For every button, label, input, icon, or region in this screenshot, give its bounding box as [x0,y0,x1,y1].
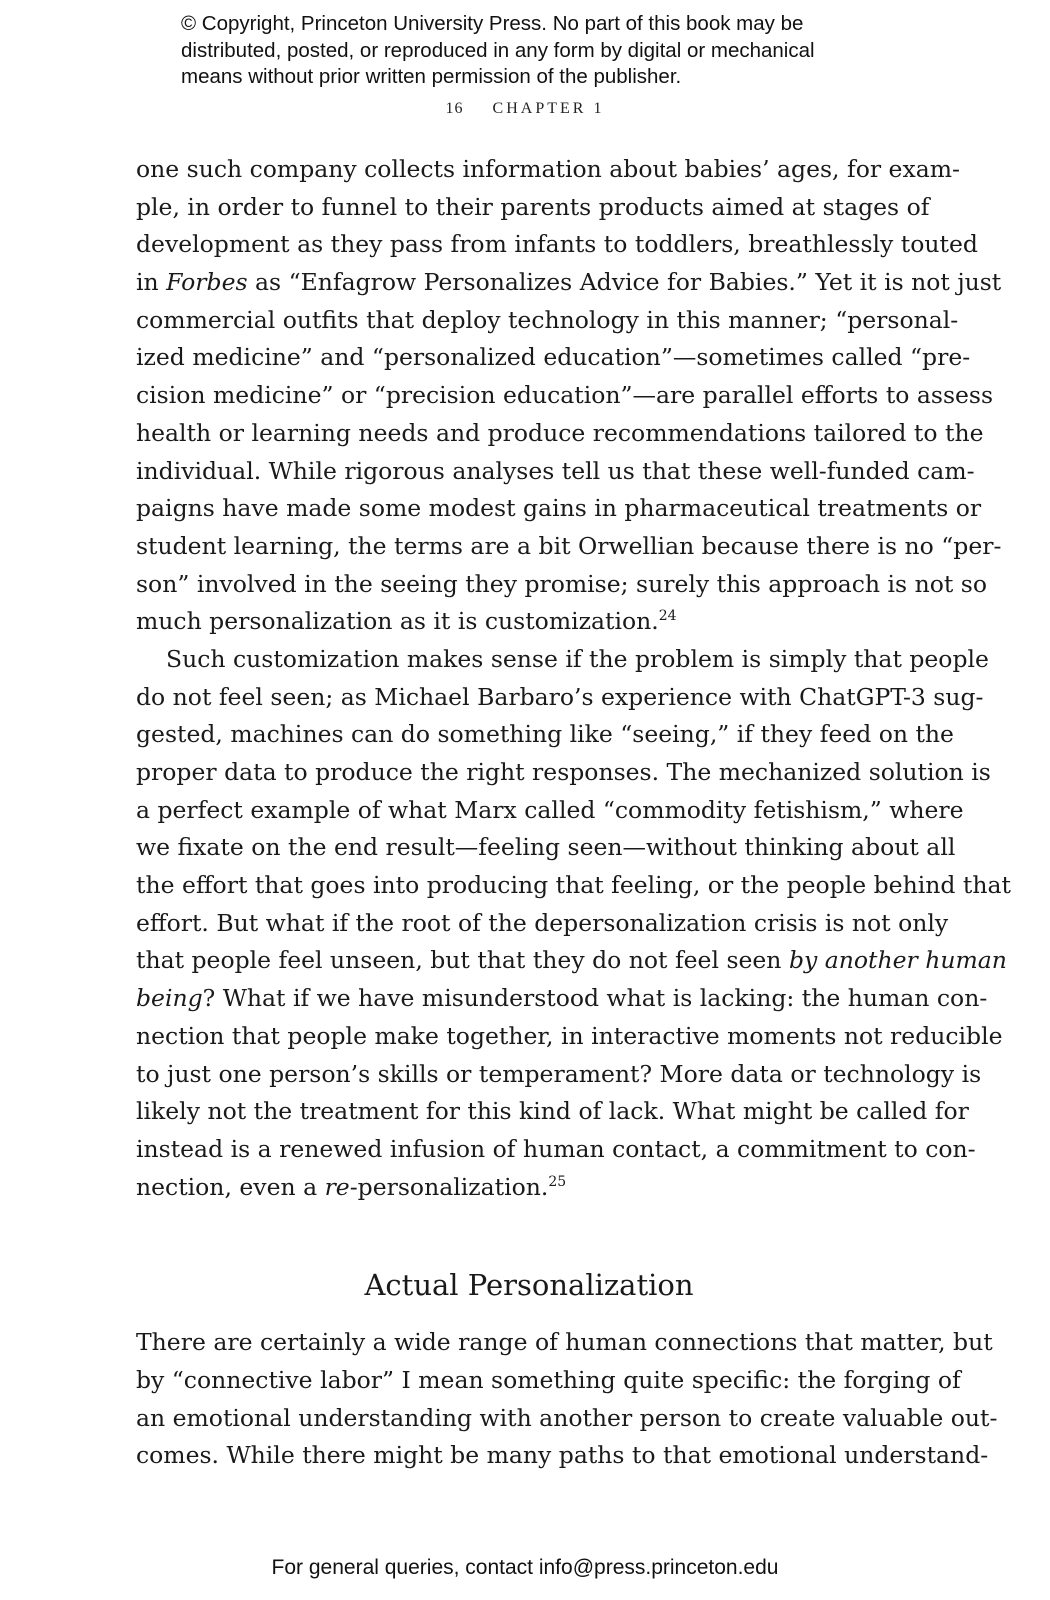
text-line: likely not the treatment for this kind of lack. What might be called for [136,1097,969,1126]
text-fragment: as “Enfagrow Personalizes Advice for Babies.” Yet it is not just [255,268,1002,297]
paragraph-2 [136,641,1011,1206]
text-line: paigns have made some modest gains in pharmaceutical treatments or [136,494,982,523]
text-line: by “connective labor” I mean something quite specific: the forging of [136,1365,961,1394]
page-number: 16 [445,100,464,117]
text-line: nection that people make together, in interactive moments not reducible [136,1021,1003,1050]
text-line: student learning, the terms are a bit Orwellian because there is no “per- [136,531,1002,560]
text-line: a perfect example of what Marx called “commodity fetishism,” where [136,795,964,824]
section-heading: Actual Personalization [364,1268,694,1303]
text-fragment: nection, even a [136,1172,318,1201]
text-fragment: ? What if we have misunderstood what is lacking: the human con- [202,984,988,1013]
text-fragment: -personalization. [349,1172,549,1201]
text-line: we fixate on the end result—feeling seen—without thinking about all [136,833,956,862]
text-line: Such customization makes sense if the problem is simply that people [166,644,989,673]
text-line: cision medicine” or “precision education”—are parallel efforts to assess [136,381,994,410]
text-line: comes. While there might be many paths to that emotional understand- [136,1441,989,1470]
italic-emphasis: being [136,984,203,1013]
text-fragment: in [136,268,159,297]
text-line [136,942,1007,980]
text-line: health or learning needs and produce recommendations tailored to the [136,418,984,447]
text-line: gested, machines can do something like “seeing,” if they feed on the [136,720,954,749]
italic-publication-title: Forbes [166,268,248,297]
text-line: effort. But what if the root of the depersonalization crisis is not only [136,908,949,937]
text-line: to just one person’s skills or temperament? More data or technology is [136,1059,982,1088]
paragraph-1 [136,151,1002,641]
footnote-marker: 25 [548,1173,567,1190]
text-fragment: much personalization as it is customization. [136,607,659,636]
text-line: individual. While rigorous analyses tell us that these well-funded cam- [136,456,975,485]
text-line: There are certainly a wide range of human connections that matter, but [136,1328,993,1357]
copyright-line: distributed, posted, or reproduced in any form by digital or mechanical [181,38,815,62]
chapter-label: CHAPTER 1 [492,100,605,117]
copyright-notice [181,11,941,91]
text-line: an emotional understanding with another person to create valuable out- [136,1403,998,1432]
text-line [136,980,988,1018]
text-line [136,603,922,641]
italic-emphasis: by another human [788,946,1007,975]
text-line: development as they pass from infants to toddlers, breathlessly touted [136,230,978,259]
text-line: one such company collects information about babies’ ages, for exam- [136,155,960,183]
running-head [0,100,1050,118]
text-line [136,264,1002,302]
text-line: commercial outfits that deploy technology in this manner; “personal- [136,305,959,334]
text-line: proper data to produce the right responses. The mechanized solution is [136,758,991,786]
copyright-line: © Copyright, Princeton University Press. No part of this book may be [181,12,804,35]
page-body [136,151,1011,1475]
text-line: ized medicine” and “personalized education”—sometimes called “pre- [136,343,971,372]
text-line: son” involved in the seeing they promise; surely this approach is not so [136,569,987,598]
copyright-line: means without prior written permission of the publisher. [181,65,682,88]
text-line: the effort that goes into producing that feeling, or the people behind that [136,871,1011,900]
footnote-marker: 24 [658,608,677,625]
text-line: instead is a renewed infusion of human contact, a commitment to con- [136,1134,976,1163]
paragraph-3 [136,1324,998,1475]
text-line: do not feel seen; as Michael Barbaro’s experience with ChatGPT-3 sug- [136,682,984,711]
text-line: ple, in order to funnel to their parents products aimed at stages of [136,192,930,221]
text-fragment: that people feel unseen, but that they do not feel seen [136,946,782,975]
footer-contact: For general queries, contact info@press.princeton.edu [271,1556,779,1579]
text-line [136,1169,922,1207]
italic-emphasis: re [324,1172,350,1201]
